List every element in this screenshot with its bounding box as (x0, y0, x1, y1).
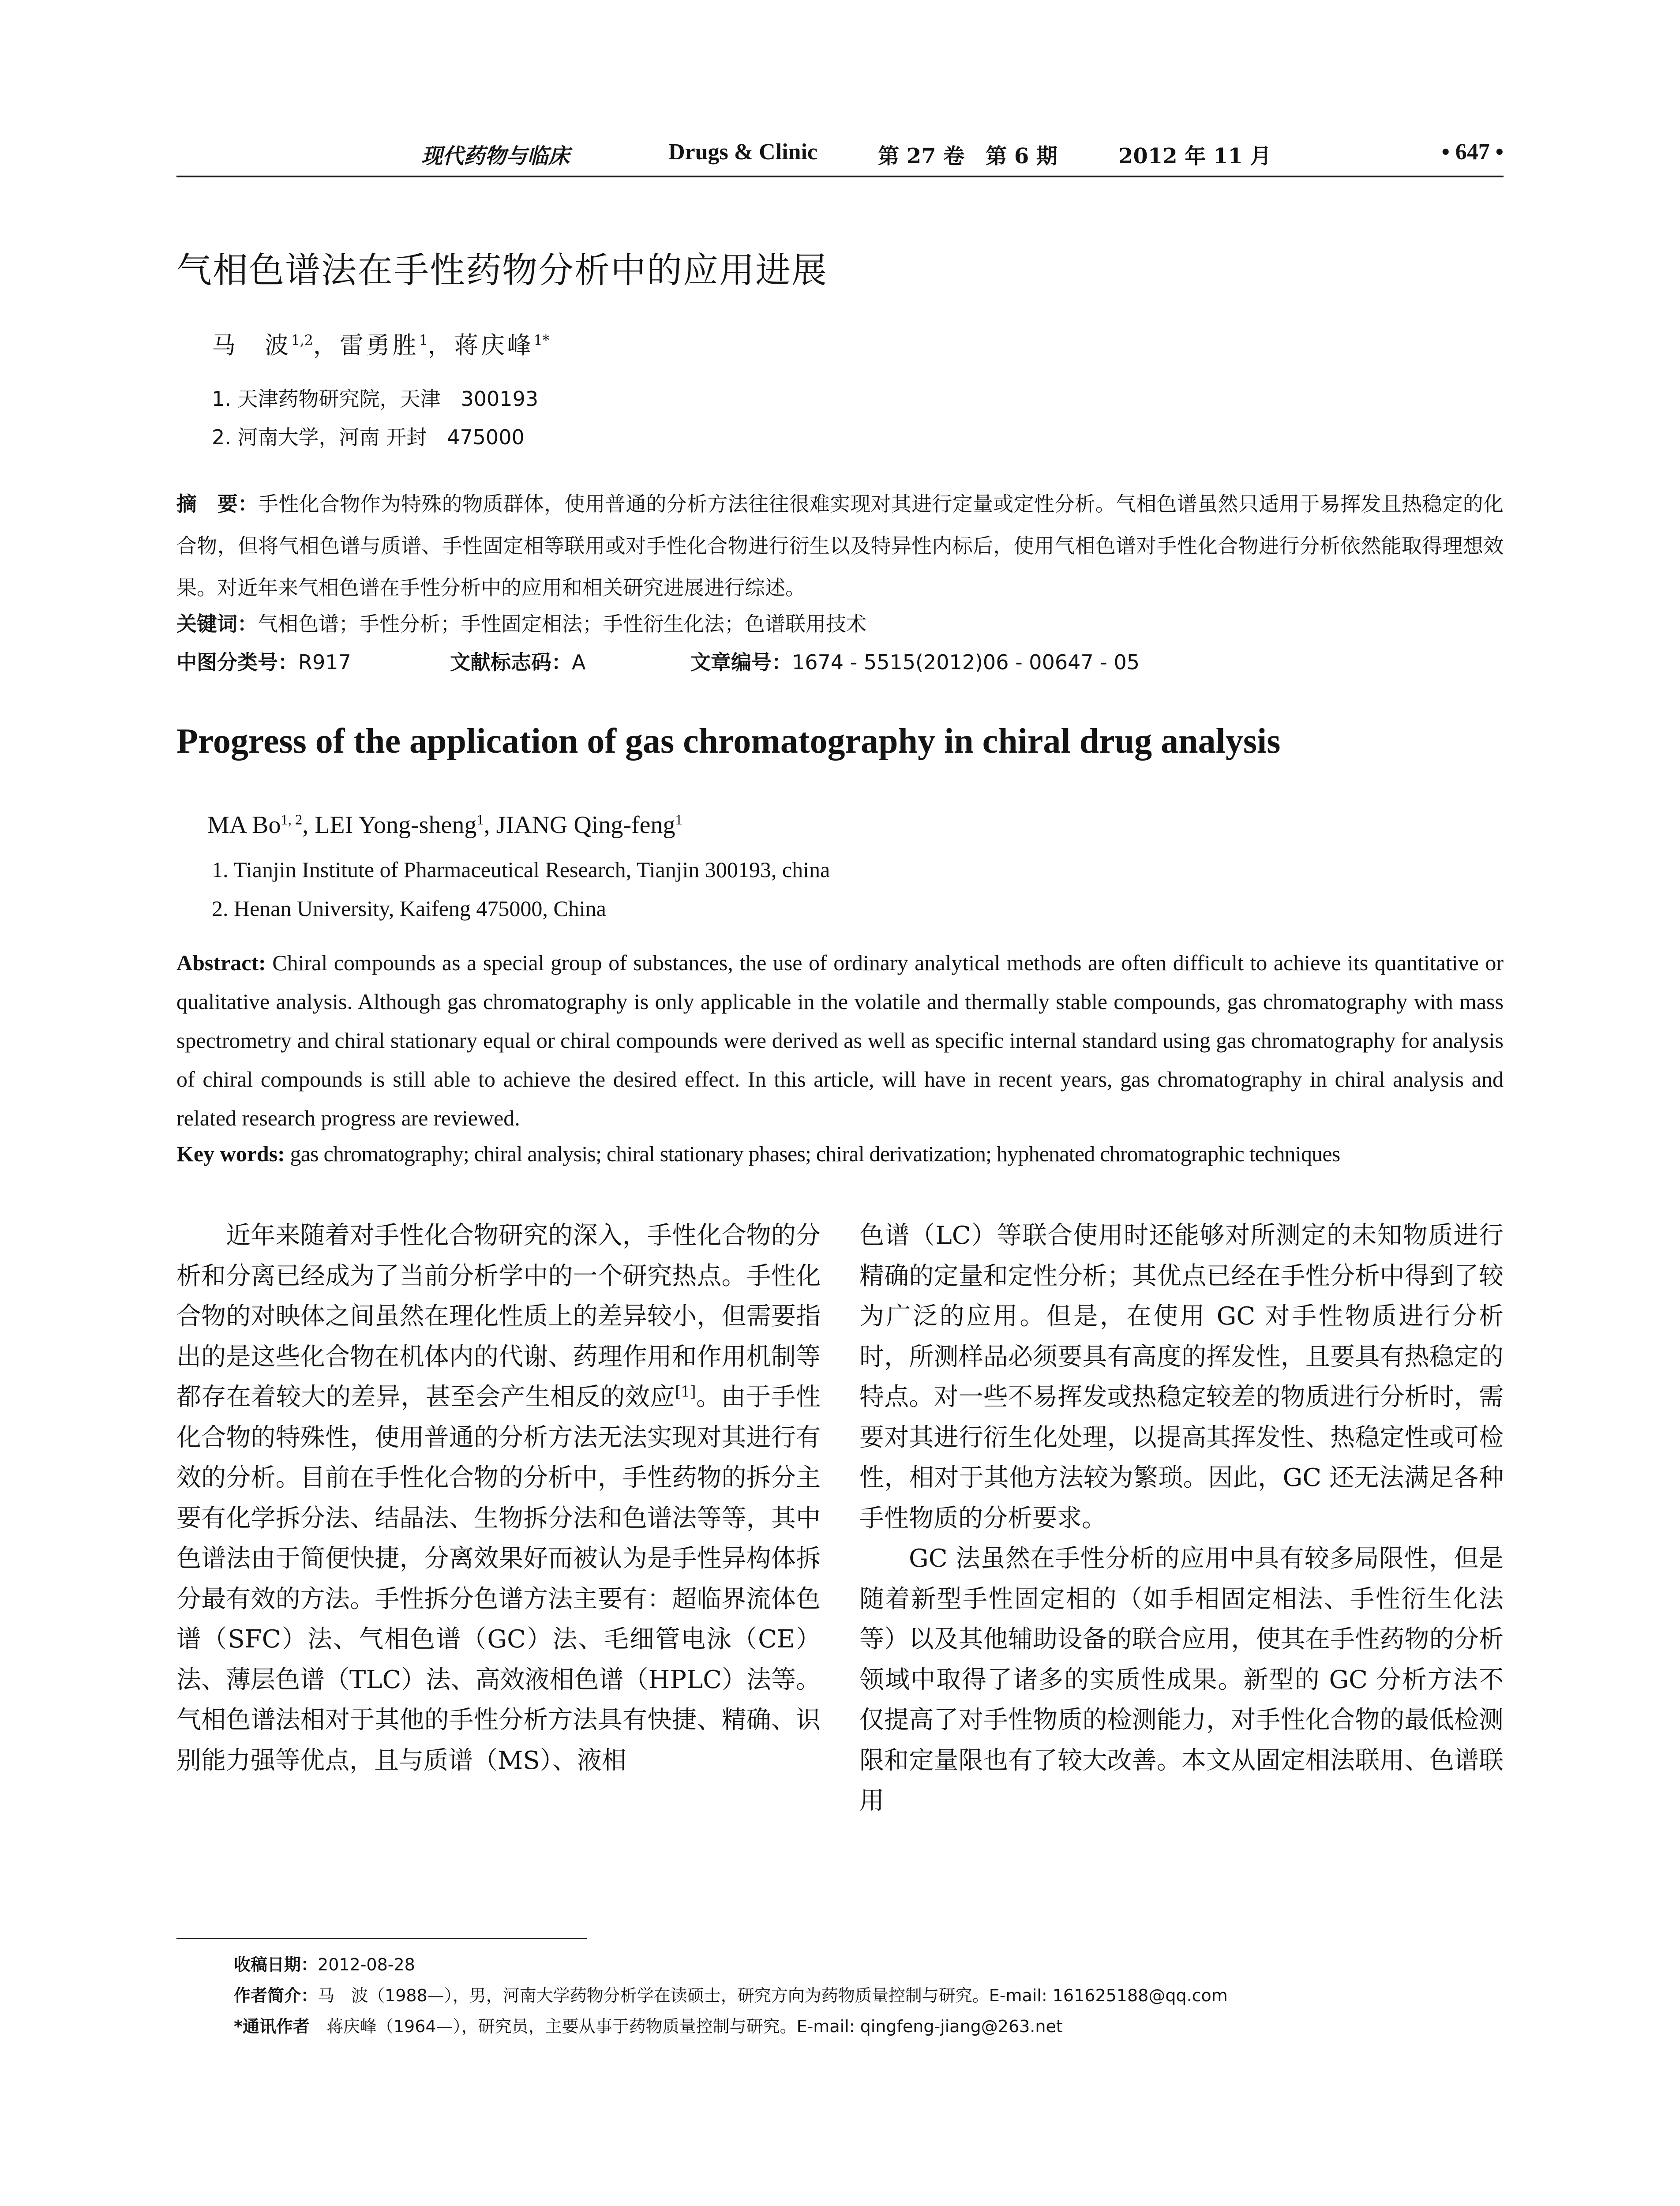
document-code-label: 文献标志码： (450, 650, 572, 674)
document-code (450, 646, 585, 675)
author-affiliation-marker: 1, 2 (281, 812, 303, 828)
article-number-value: 1674 - 5515(2012)06 - 00647 - 05 (792, 650, 1140, 674)
affiliation-cn-1: 1. 天津药物研究院，天津 300193 (212, 387, 539, 411)
author-affiliation-marker: 1 (419, 333, 428, 349)
author-name: 马 波 (212, 331, 291, 359)
author-separator: , (484, 811, 496, 839)
author-separator: ， (313, 331, 340, 359)
footnote-text: 蒋庆峰（1964—），研究员，主要从事于药物质量控制与研究。E-mail: qingfeng-jiang@263.net (309, 2017, 1063, 2036)
author-name: 蒋庆峰 (454, 331, 534, 359)
abstract-label-en: Abstract: (176, 950, 266, 975)
author-separator: ， (428, 331, 454, 359)
footnote-received (234, 1949, 1500, 1980)
footnote-label: 作者简介： (234, 1986, 318, 2005)
article-title-en: Progress of the application of gas chromatography in chiral drug analysis (176, 722, 1281, 761)
author-affiliation-marker: 1 (675, 812, 682, 828)
keywords-cn (176, 608, 866, 637)
author-name: LEI Yong-sheng (315, 811, 477, 839)
abstract-text-cn: 手性化合物作为特殊的物质群体，使用普通的分析方法往往很难实现对其进行定量或定性分析。气相色谱虽然只适用于易挥发且热稳定的化合物，但将气相色谱与质谱、手性固定相等联用或对手性化合物进行衍生以及特异性内标后，使用气相色谱对手性化合物进行分析依然能取得理想效果。对近年来气相色谱在手性分析中的应用和相关研究进展进行综述。 (176, 492, 1504, 600)
citation-marker: [1] (675, 1383, 696, 1400)
clc-value: R917 (298, 650, 351, 674)
keywords-label-cn: 关键词： (176, 612, 258, 636)
author-name: 雷勇胜 (339, 331, 419, 359)
volume-issue: 第 27 卷 第 6 期 (878, 144, 1058, 169)
footnote-rule (176, 1938, 587, 1939)
author-list-en (207, 811, 682, 839)
author-affiliation-marker: 1,2 (291, 333, 313, 349)
footnote-label: 收稿日期： (234, 1955, 318, 1974)
body-column-left (176, 1216, 821, 1781)
body-paragraph: GC 法虽然在手性分析的应用中具有较多局限性，但是随着新型手性固定相的（如手相固定相法、手性衍生化法等）以及其他辅助设备的联合应用，使其在手性药物的分析领域中取得了诸多的实质性成果。新型的 GC 分析方法不仅提高了对手性物质的检测能力，对手性化合物的最低检测限和定量限也有了较大改善。本文从固定相法联用、色谱联用 (859, 1544, 1504, 1815)
running-header (176, 139, 1504, 172)
author-list-cn (212, 326, 549, 360)
footnote-author-bio (234, 1980, 1500, 2011)
keywords-text-en: gas chromatography; chiral analysis; chiral stationary phases; chiral derivatization; hyphenated chromatographic techniques (285, 1141, 1340, 1166)
abstract-cn (176, 483, 1504, 609)
body-text: 近年来随着对手性化合物研究的深入，手性化合物的分析和分离已经成为了当前分析学中的一个研究热点。手性化合物的对映体之间虽然在理化性质上的差异较小，但需要指出的是这些化合物在机体内的代谢、药理作用和作用机制等都存在着较大的差异，甚至会产生相反的效应 (176, 1221, 821, 1411)
keywords-label-en: Key words: (176, 1141, 285, 1166)
author-affiliation-marker: 1 (476, 812, 484, 828)
footnote-corresponding-author (234, 2011, 1500, 2042)
footnote-text: 马 波（1988—），男，河南大学药物分析学在读硕士，研究方向为药物质量控制与研究。E-mail: 161625188@qq.com (318, 1986, 1228, 2005)
body-paragraph (176, 1216, 821, 1781)
affiliation-en-1: 1. Tianjin Institute of Pharmaceutical Research, Tianjin 300193, china (212, 857, 830, 882)
footnote-text: 2012-08-28 (318, 1955, 415, 1974)
affiliation-en-2: 2. Henan University, Kaifeng 475000, China (212, 896, 606, 921)
author-name: MA Bo (207, 811, 281, 839)
author-name: JIANG Qing-feng (496, 811, 675, 839)
journal-name-en: Drugs & Clinic (668, 139, 818, 165)
abstract-label-cn: 摘 要： (176, 492, 259, 516)
document-code-value: A (572, 650, 586, 674)
article-number-label: 文章编号： (690, 650, 792, 674)
article-number (690, 646, 1140, 675)
article-title-cn: 气相色谱法在手性药物分析中的应用进展 (176, 250, 828, 291)
abstract-en (176, 943, 1504, 1137)
body-text: 。由于手性化合物的特殊性，使用普通的分析方法无法实现对其进行有效的分析。目前在手性化合物的分析中，手性药物的拆分主要有化学拆分法、结晶法、生物拆分法和色谱法等等，其中色谱法由于简便快捷，分离效果好而被认为是手性异构体拆分最有效的方法。手性拆分色谱方法主要有：超临界流体色谱（SFC）法、气相色谱（GC）法、毛细管电泳（CE）法、薄层色谱（TLC）法、高效液相色谱（HPLC）法等。气相色谱法相对于其他的手性分析方法具有快捷、精确、识别能力强等优点，且与质谱（MS）、液相 (176, 1383, 821, 1775)
footnote-label: *通讯作者 (234, 2017, 310, 2036)
clc-label: 中图分类号： (176, 650, 298, 674)
journal-name-cn: 现代药物与临床 (421, 144, 570, 169)
clc-number (176, 646, 351, 675)
abstract-text-en: Chiral compounds as a special group of substances, the use of ordinary analytical methods are often difficult to achieve its quantitative or qualitative analysis. Although gas chromatography is only applicable in the volatile and thermally stable compounds, gas chromatography with mass spectrometry and chiral stationary equal or chiral compounds were derived as well as specific internal standard using gas chromatography for analysis of chiral compounds is still able to achieve the desired effect. In this article, will have in recent years, gas chromatography in chiral analysis and related research progress are reviewed. (176, 950, 1504, 1130)
keywords-en (176, 1141, 1504, 1167)
author-affiliation-marker: 1* (533, 333, 550, 349)
header-rule (176, 176, 1504, 177)
affiliation-cn-2: 2. 河南大学，河南 开封 475000 (212, 425, 525, 449)
body-column-right (859, 1216, 1504, 1821)
keywords-text-cn: 气相色谱；手性分析；手性固定相法；手性衍生化法；色谱联用技术 (258, 612, 866, 636)
body-paragraph: 色谱（LC）等联合使用时还能够对所测定的未知物质进行精确的定量和定性分析；其优点已经在手性分析中得到了较为广泛的应用。但是，在使用 GC 对手性物质进行分析时，所测样品必须要具有高度的挥发性，且要具有热稳定的特点。对一些不易挥发或热稳定较差的物质进行分析时，需要对其进行衍生化处理，以提高其挥发性、热稳定性或可检性，相对于其他方法较为繁琐。因此，GC 还无法满足各种手性物质的分析要求。 (859, 1221, 1504, 1533)
author-separator: , (302, 811, 315, 839)
issue-date: 2012 年 11 月 (1118, 144, 1271, 169)
footnotes (234, 1949, 1500, 2042)
page-number: • 647 • (1441, 139, 1504, 165)
